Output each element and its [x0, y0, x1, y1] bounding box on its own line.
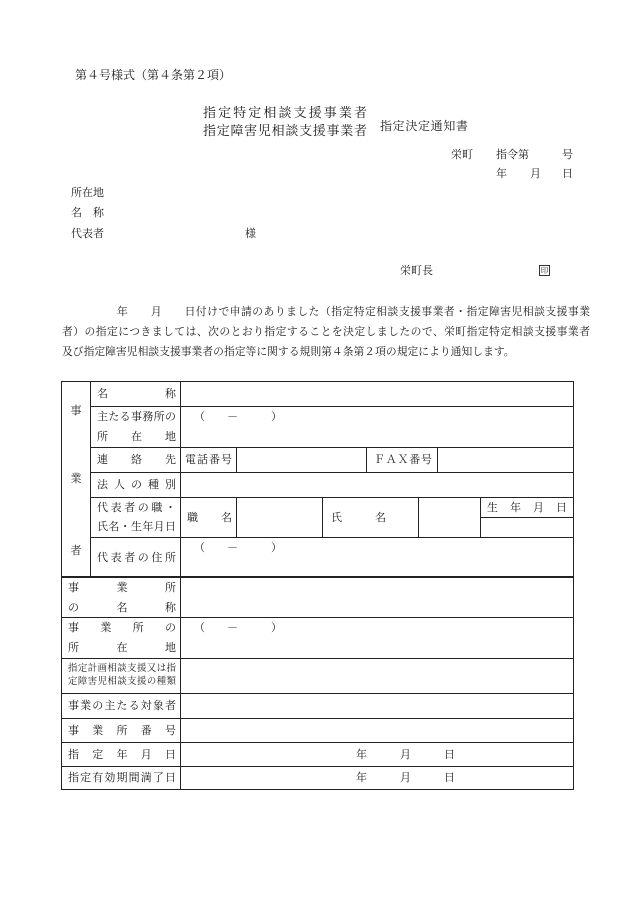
rep-label-cell	[90, 497, 181, 538]
birthdate-label: 生 年 月 日	[487, 501, 567, 514]
office-address-value	[180, 406, 574, 448]
rep-address-value	[180, 537, 574, 578]
reference-date-month: 月	[530, 168, 541, 180]
rep-label-line-2: 氏名・生年月日	[97, 520, 176, 533]
group-char-2: 業	[70, 473, 82, 485]
group-char-3: 者	[70, 545, 82, 557]
rep-label-line-1: 代表者の職・	[97, 501, 176, 514]
facility-address-label-line-2: 所 在 地	[68, 642, 176, 654]
target-value	[180, 693, 574, 719]
reference-order-prefix: 指令第	[496, 149, 529, 161]
facility-address-label-line-1: 事 業 所 の	[68, 622, 176, 634]
fax-value	[437, 447, 574, 473]
fax-label: ＦＡＸ番号	[374, 454, 432, 466]
expiry-date-label: 指定有効期間満了日	[68, 772, 176, 784]
corp-type-label: 法人の種別	[97, 479, 176, 491]
rep-name-label-cell	[322, 497, 419, 538]
office-postal-code: （ － ）	[194, 411, 282, 423]
contact-label: 連 絡 先	[97, 454, 176, 466]
designation-date-label-cell	[61, 742, 181, 767]
facility-number-value	[180, 718, 574, 743]
facility-postal-code: （ － ）	[194, 622, 282, 634]
office-label-line-1: 主たる事務所の	[97, 411, 176, 423]
name-label: 名 称	[97, 388, 176, 400]
title-line-1: 指定特定相談支援事業者	[203, 105, 367, 120]
target-label: 事業の主たる対象者	[68, 700, 176, 712]
issuer-title: 栄町長	[400, 265, 433, 277]
job-title-label-cell	[180, 497, 237, 538]
phone-label: 電話番号	[185, 454, 232, 466]
title-line-2: 指定障害児相談支援事業者	[203, 123, 367, 138]
target-label-cell	[61, 693, 181, 719]
contact-label-cell	[90, 447, 181, 473]
reference-order-suffix: 号	[562, 149, 573, 161]
birthdate-value	[480, 517, 574, 538]
facility-address-value	[180, 617, 574, 659]
corp-type-value	[180, 472, 574, 498]
reference-date-day: 日	[562, 168, 573, 180]
rep-name-label: 氏 名	[331, 511, 386, 524]
name-value	[180, 381, 574, 407]
facility-address-label-cell	[61, 617, 181, 659]
facility-name-label-cell	[61, 577, 181, 618]
rep-postal-code: （ － ）	[194, 542, 282, 554]
office-label-cell	[90, 406, 181, 448]
name-label-cell	[90, 381, 181, 407]
facility-number-label: 事 業 所 番 号	[68, 724, 176, 737]
addressee-representative-label: 代表者	[71, 228, 104, 240]
addressee-address-label: 所在地	[71, 187, 104, 199]
service-type-label-line-1: 指定計画相談支援又は指	[68, 664, 176, 674]
facility-name-label-line-2: の 名 称	[68, 601, 176, 614]
job-title-value	[236, 497, 323, 538]
body-line-3: 及び指定障害児相談支援事業者の指定等に関する規則第４条第２項の規定により通知します。	[62, 346, 515, 358]
birthdate-label-cell	[480, 497, 574, 518]
phone-label-cell	[180, 447, 237, 473]
designation-date-label: 指 定 年 月 日	[68, 748, 176, 761]
designation-date-template: 年 月 日	[356, 748, 455, 761]
expiry-date-label-cell	[61, 766, 181, 790]
designation-date-value	[180, 742, 574, 767]
facility-number-label-cell	[61, 718, 181, 743]
corp-type-label-cell	[90, 472, 181, 498]
rep-address-label-cell	[90, 537, 181, 578]
service-type-value	[180, 658, 574, 694]
facility-name-value	[180, 577, 574, 618]
service-type-label-cell	[61, 658, 181, 694]
rep-name-value	[418, 497, 481, 538]
job-title-label: 職 名	[187, 511, 232, 524]
body-line-2: 者）の指定につきましては、次のとおり指定することを決定しましたので、栄町指定特定相談支援事業者	[62, 326, 590, 338]
office-label-line-2: 所 在 地	[97, 431, 176, 443]
facility-name-label-line-1: 事 業 所	[68, 581, 176, 594]
form-number: 第４号様式（第４条第２項）	[75, 68, 232, 82]
title-suffix: 指定決定通知書	[380, 119, 468, 133]
body-line-1: 年 月 日付けで申請のありました（指定特定相談支援事業者・指定障害児相談支援事業	[117, 306, 590, 318]
addressee-name-label: 名 称	[71, 207, 104, 219]
seal-mark: 印	[540, 266, 549, 275]
expiry-date-template: 年 月 日	[356, 772, 455, 784]
applicant-group-label	[61, 381, 91, 578]
addressee-honorific: 様	[245, 228, 256, 240]
fax-label-cell	[366, 447, 438, 473]
group-char-1: 事	[70, 405, 82, 417]
expiry-date-value	[180, 766, 574, 790]
reference-town: 栄町	[451, 149, 473, 161]
rep-address-label: 代表者の住所	[97, 551, 176, 564]
service-type-label-line-2: 定障害児相談支援の種類	[68, 677, 176, 687]
reference-date-year: 年	[496, 168, 507, 180]
phone-value	[236, 447, 367, 473]
